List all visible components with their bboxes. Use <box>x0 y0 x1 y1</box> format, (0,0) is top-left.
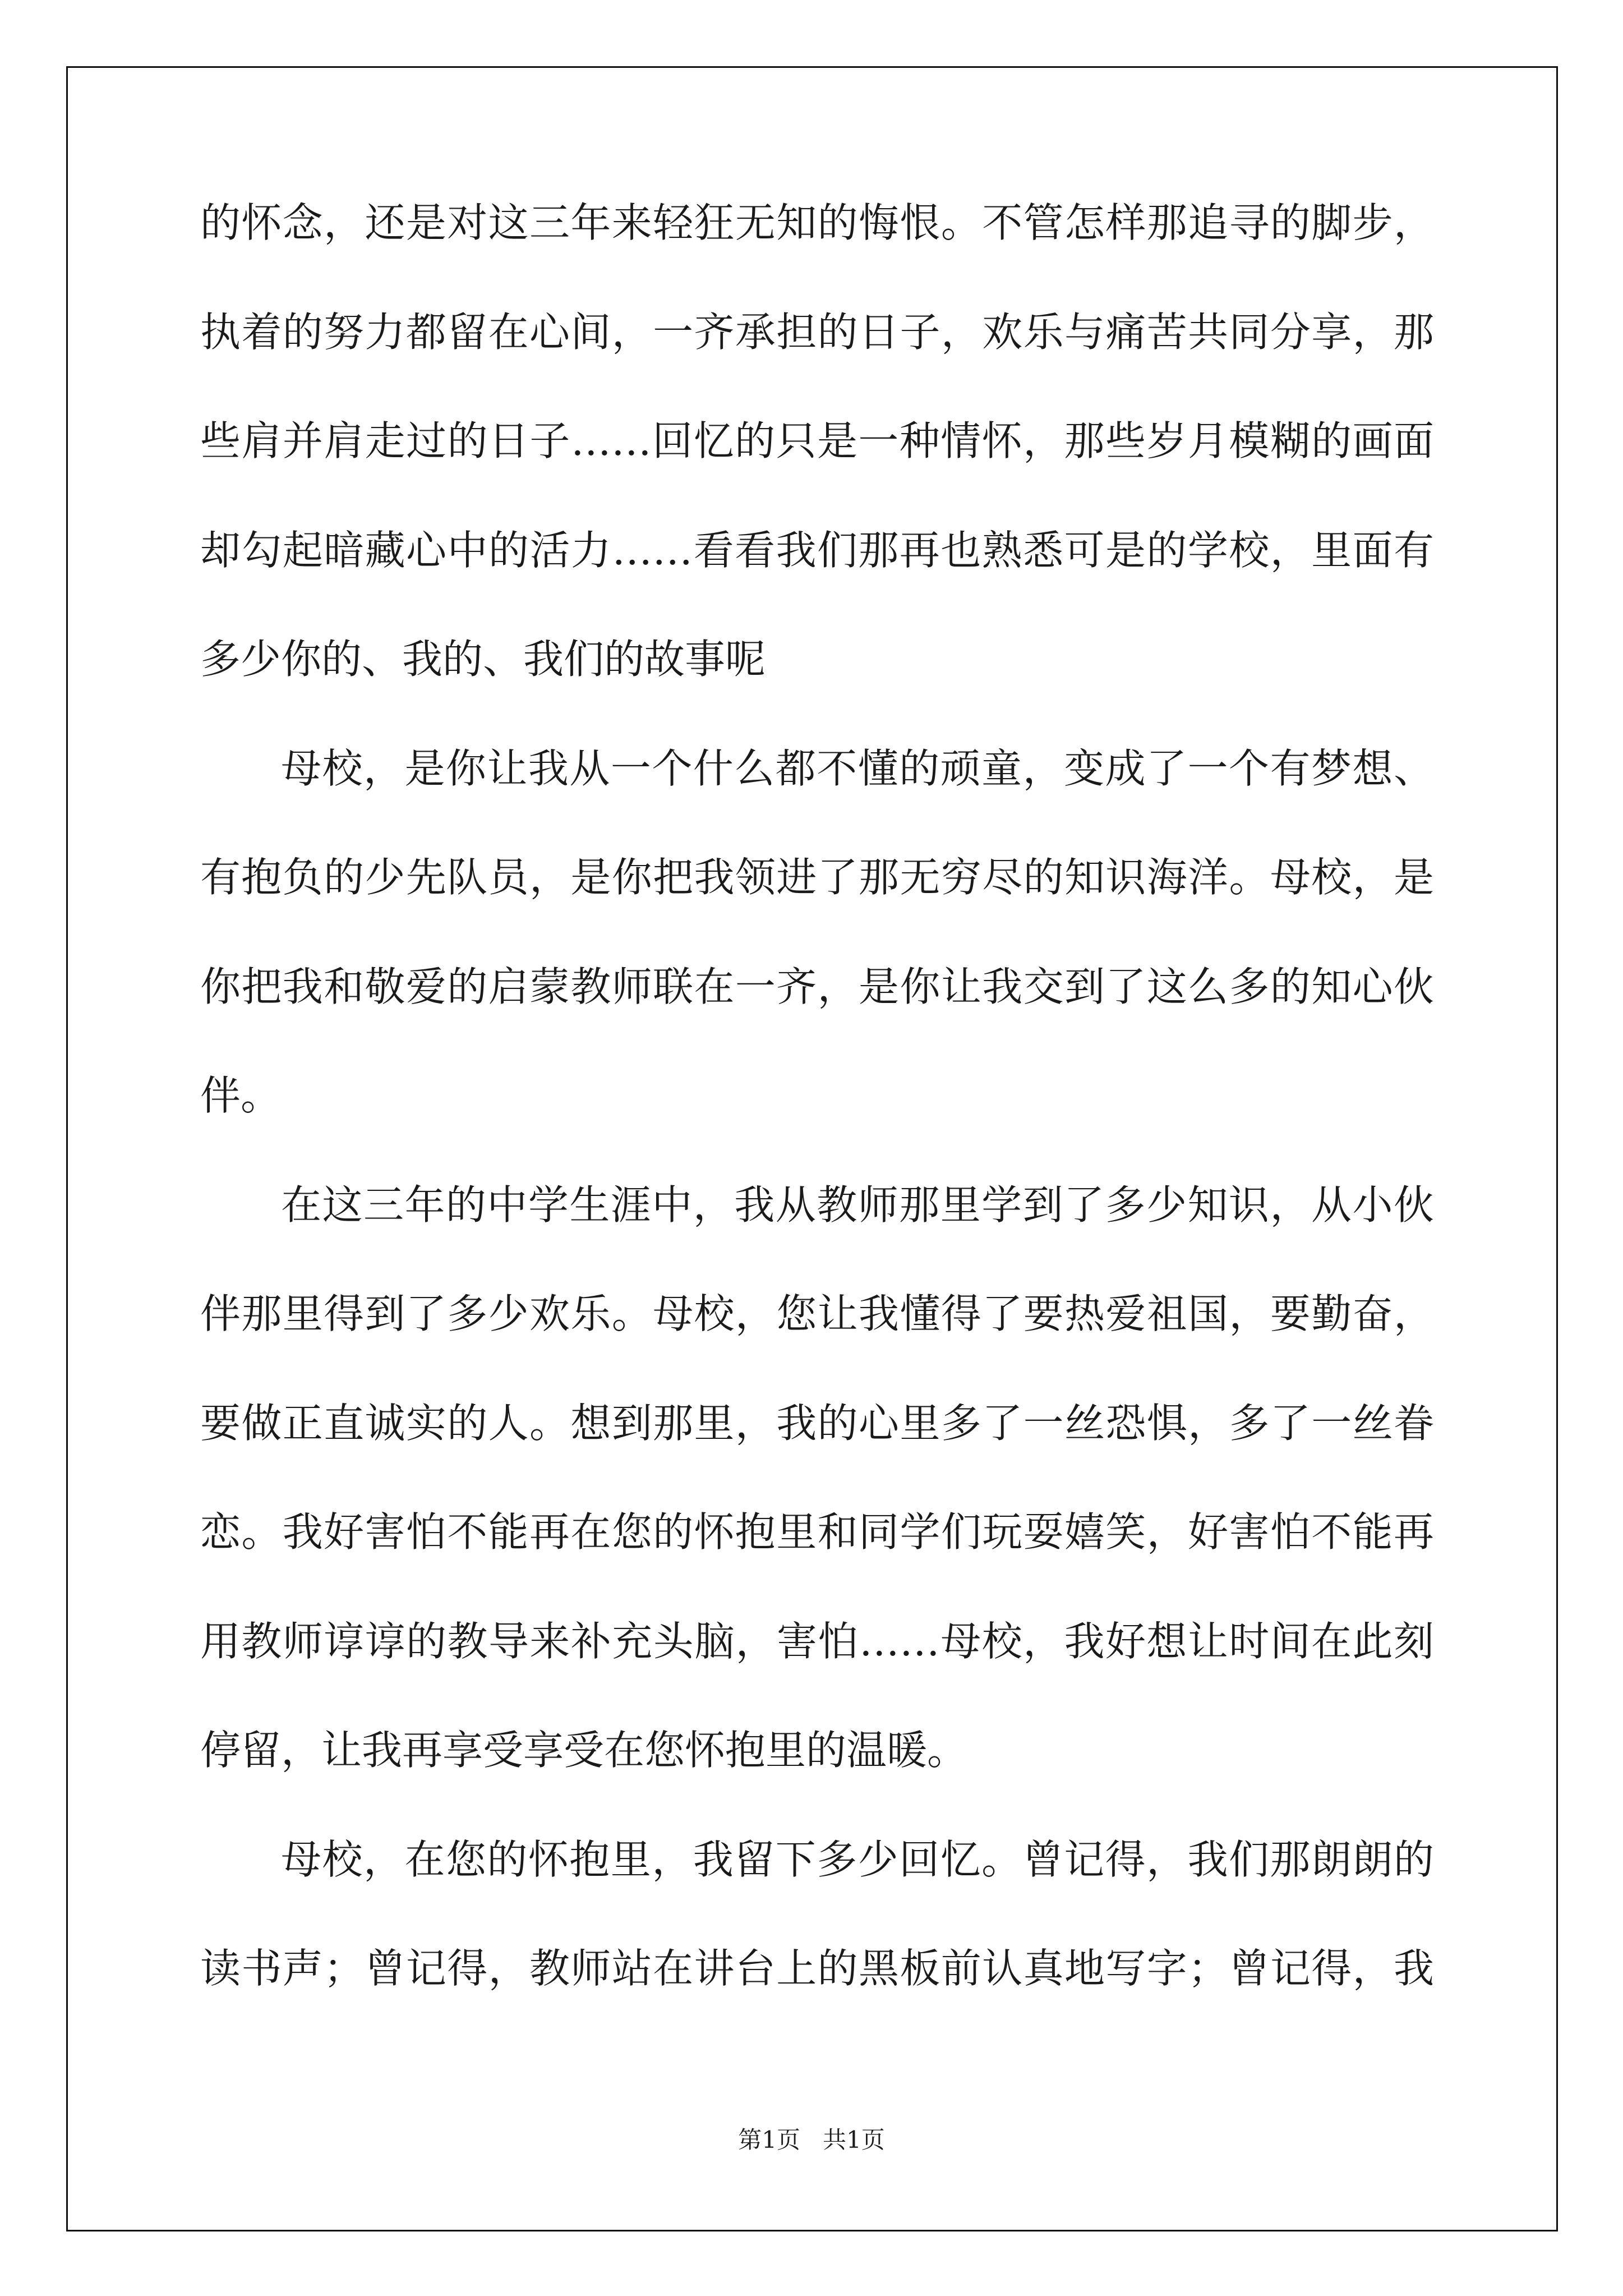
paragraph-start-line: 母校，是你让我从一个什么都不懂的顽童，变成了一个有梦想、 <box>281 744 1434 792</box>
text-line: 些肩并肩走过的日子……回忆的只是一种情怀，那些岁月模糊的画面 <box>200 417 1434 464</box>
text-line: 用教师谆谆的教导来补充头脑，害怕……母校，我好想让时间在此刻 <box>200 1617 1434 1665</box>
text-line: 你把我和敬爱的启蒙教师联在一齐，是你让我交到了这么多的知心伙 <box>200 963 1434 1010</box>
text-line: 停留，让我再享受享受在您怀抱里的温暖。 <box>200 1727 968 1774</box>
paragraph-start-line: 母校，在您的怀抱里，我留下多少回忆。曾记得，我们那朗朗的 <box>281 1835 1434 1883</box>
document-body <box>200 168 1434 2023</box>
text-line: 伴那里得到了多少欢乐。母校，您让我懂得了要热爱祖国，要勤奋， <box>200 1290 1434 1337</box>
text-line: 要做正直诚实的人。想到那里，我的心里多了一丝恐惧，多了一丝眷 <box>200 1399 1434 1447</box>
text-line: 恋。我好害怕不能再在您的怀抱里和同学们玩耍嬉笑，好害怕不能再 <box>200 1508 1434 1556</box>
text-line: 读书声；曾记得，教师站在讲台上的黑板前认真地写字；曾记得，我 <box>200 1945 1434 1992</box>
text-line: 的怀念，还是对这三年来轻狂无知的悔恨。不管怎样那追寻的脚步， <box>200 199 1434 246</box>
paragraph-start-line: 在这三年的中学生涯中，我从教师那里学到了多少知识，从小伙 <box>281 1181 1434 1228</box>
text-line: 执着的努力都留在心间，一齐承担的日子，欢乐与痛苦共同分享，那 <box>200 308 1434 356</box>
page-number-footer: 第1页 共1页 <box>738 2126 885 2154</box>
text-line: 多少你的、我的、我们的故事呢 <box>200 636 766 683</box>
text-line: 却勾起暗藏心中的活力……看看我们那再也熟悉可是的学校，里面有 <box>200 526 1434 574</box>
text-line: 伴。 <box>200 1072 282 1119</box>
text-line: 有抱负的少先队员，是你把我领进了那无穷尽的知识海洋。母校，是 <box>200 854 1434 901</box>
